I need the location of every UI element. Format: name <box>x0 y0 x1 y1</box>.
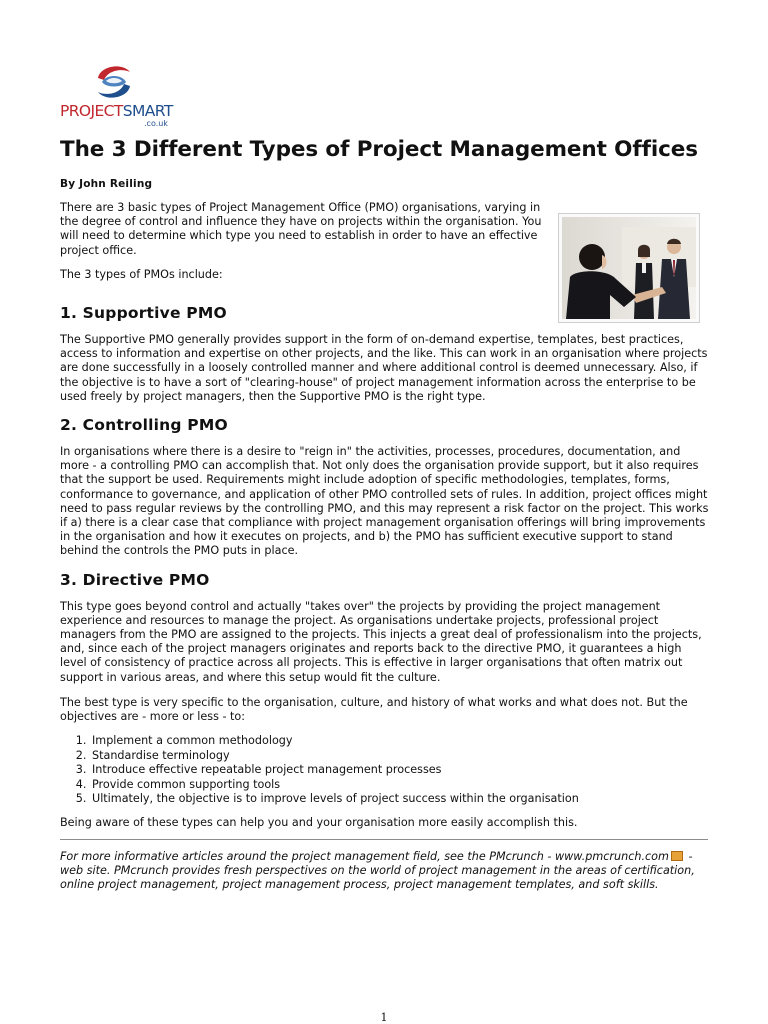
best-type-paragraph: The best type is very specific to the organisation, culture, and history of what works and what does not. But the objectives are - more or less - to: <box>60 695 688 724</box>
article-byline: By John Reiling <box>60 178 153 190</box>
intro-paragraph: There are 3 basic types of Project Management Office (PMO) organisations, varying in the degree of control and influence they have on projects within the organisation. You will need to determine which type you need to establish in order to have an effective project office. <box>60 201 542 257</box>
list-item: 5. Ultimately, the objective is to improve levels of project success within the organisation <box>90 792 710 806</box>
section-heading-supportive: 1. Supportive PMO <box>60 304 227 323</box>
section-body-directive: This type goes beyond control and actually "takes over" the projects by providing the project management experience and resources to manage the project. As organisations undertake projects, professional project managers from the PMO are assigned to the projects. This injects a great deal of professionalism into the projects, and, since each of the project managers originates and reports back to the directive PMO, it guarantees a high level of consistency of practice across all projects. This is effective in larger organisations that often matrix out support in various areas, and where this setup would fit the culture. <box>60 599 702 684</box>
list-item: 1. Implement a common methodology <box>90 734 710 748</box>
handshake-illustration <box>562 217 696 319</box>
document-page <box>60 56 710 893</box>
list-item: 4. Provide common supporting tools <box>90 778 710 792</box>
footer-divider <box>60 839 708 840</box>
logo-wordmark: PROJECTSMART <box>60 102 173 120</box>
objectives-list <box>60 734 710 806</box>
external-link-icon[interactable] <box>671 851 683 861</box>
intro-block <box>60 201 710 282</box>
list-item: 2. Standardise terminology <box>90 749 710 763</box>
page-number: 1 <box>380 1011 388 1024</box>
footer-note <box>60 850 710 893</box>
logo-swirl-icon <box>92 60 136 104</box>
section-heading-directive: 3. Directive PMO <box>60 570 210 589</box>
projectsmart-logo <box>60 56 180 128</box>
section-body-controlling: In organisations where there is a desire to "reign in" the activities, processes, procedures, documentation, and more - a controlling PMO can accomplish that. Not only does the organisation provide support, but it also requires that the support be used. Requirements might include adoption of specific methodologies, templates, forms, conformance to governance, and application of other PMO controlled sets of rules. In addition, project offices might need to pass regular reviews by the controlling PMO, and this may represent a risk factor on the project. This works if a) there is a clear case that compliance with project management organisation offerings will bring improvements in the organisation and how it executes on projects, and b) the PMO has sufficient executive support to stand behind the controls the PMO puts in place. <box>60 445 709 558</box>
logo-domain-suffix: .co.uk <box>144 119 168 128</box>
footer-note-text-2: - web site. PMcrunch provides fresh perspectives on the world of project management in the areas of certification, online project management, project management process, project management templates, and soft skills. <box>60 849 695 892</box>
section-body-supportive: The Supportive PMO generally provides support in the form of on-demand expertise, templates, best practices, access to information and expertise on other projects, and the like. This can work in an organisation where projects are done successfully in a loosely controlled manner and where additional control is deemed unnecessary. Also, if the objective is to have a sort of "clearing-house" of project management information across the enterprise to be used freely by project managers, then the Supportive PMO is the right type. <box>60 333 708 403</box>
section-heading-controlling: 2. Controlling PMO <box>60 416 228 435</box>
business-handshake-photo <box>558 213 700 323</box>
closing-paragraph: Being aware of these types can help you and your organisation more easily accomplish this. <box>60 816 578 830</box>
footer-note-text-1[interactable]: For more informative articles around the project management field, see the PMcrunch - www.pmcrunch.com <box>60 849 669 863</box>
list-item: 3. Introduce effective repeatable project management processes <box>90 763 710 777</box>
article-title: The 3 Different Types of Project Management Offices <box>60 137 698 162</box>
types-intro-paragraph: The 3 types of PMOs include: <box>60 267 223 281</box>
